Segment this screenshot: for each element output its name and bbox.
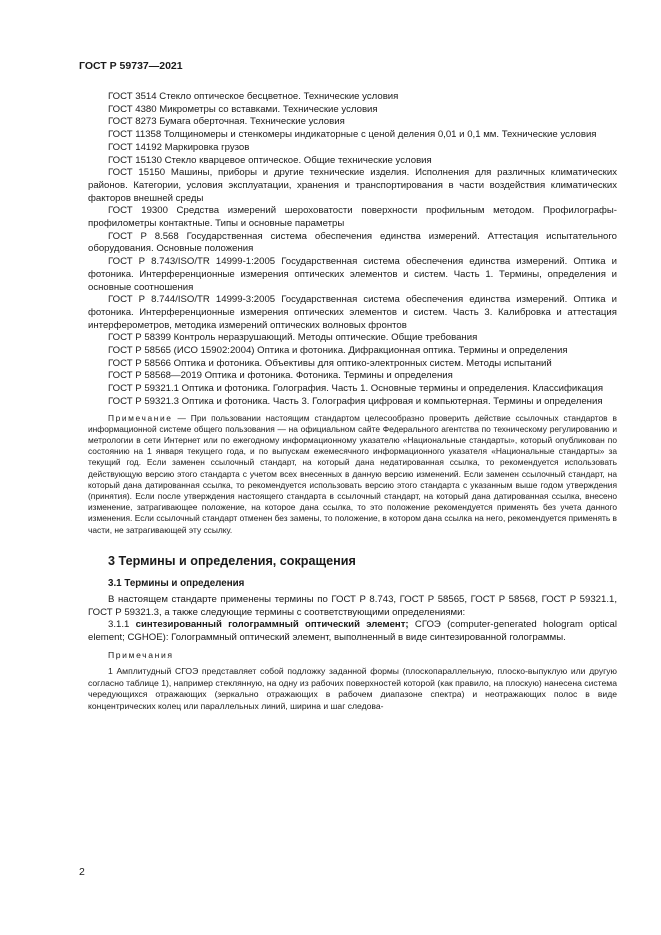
term-definition — [88, 619, 617, 644]
reference-item: ГОСТ Р 59321.3 Оптика и фотоника. Часть 3. Голография цифровая и компьютерная. Термины и определения — [108, 395, 603, 407]
reference-item: ГОСТ Р 58399 Контроль неразрушающий. Методы оптические. Общие требования — [108, 332, 478, 344]
term-name: синтезированный голограммный оптический элемент; — [135, 619, 409, 631]
reference-item: ГОСТ Р 8.744/ISO/TR 14999-3:2005 Государственная система обеспечения единства измерений. Оптика и фотоника. Интерференционные измерения оптических элементов и систем. Часть 3. Калибровка и аттестация интерферометров, методика измерений оптических волновых фронтов — [88, 294, 617, 331]
subsection-heading: 3.1 Термины и определения — [108, 577, 245, 589]
document-header: ГОСТ Р 59737—2021 — [79, 60, 183, 72]
page-content — [88, 91, 617, 713]
reference-item: ГОСТ 3514 Стекло оптическое бесцветное. Технические условия — [108, 91, 399, 102]
section-intro: В настоящем стандарте применены термины по ГОСТ Р 8.743, ГОСТ Р 58565, ГОСТ Р 58568, ГОСТ Р 59321.1, ГОСТ Р 59321.3, а также следующие термины с соответствующими определениями: — [88, 593, 617, 618]
reference-item: ГОСТ 14192 Маркировка грузов — [108, 141, 250, 153]
note-label: Примечание — [108, 412, 173, 423]
reference-item: ГОСТ Р 58568—2019 Оптика и фотоника. Фотоника. Термины и определения — [108, 370, 453, 382]
reference-item: ГОСТ 15130 Стекло кварцевое оптическое. Общие технические условия — [108, 154, 432, 166]
reference-item: ГОСТ Р 58566 Оптика и фотоника. Объективы для оптико-электронных систем. Методы испытаний — [108, 357, 552, 369]
reference-item: ГОСТ 11358 Толщиномеры и стенкомеры индикаторные с ценой деления 0,01 и 0,1 мм. Технические условия — [108, 129, 597, 141]
reference-item: ГОСТ Р 59321.1 Оптика и фотоника. Голография. Часть 1. Основные термины и определения. Классификация — [108, 383, 604, 395]
term-number: 3.1.1 — [108, 619, 130, 631]
notes-label: Примечания — [108, 649, 174, 660]
reference-item: ГОСТ 4380 Микрометры со вставками. Технические условия — [108, 103, 378, 115]
section-heading: 3 Термины и определения, сокращения — [108, 553, 356, 568]
term-def: СГОЭ (computer-generated hologram optical element; CGHOE): Голограммный оптический элемент, выполненный в виде синтезированной голограммы. — [88, 619, 617, 643]
reference-item: ГОСТ 19300 Средства измерений шероховатости поверхности профильным методом. Профилографы-профилометры контактные. Типы и основные параметры — [88, 205, 617, 230]
reference-item: ГОСТ Р 8.568 Государственная система обеспечения единства измерений. Аттестация испытательного оборудования. Основные положения — [88, 230, 617, 255]
reference-item: ГОСТ 8273 Бумага оберточная. Технические условия — [108, 116, 345, 128]
page-number: 2 — [79, 866, 85, 878]
reference-item: ГОСТ Р 8.743/ISO/TR 14999-1:2005 Государственная система обеспечения единства измерений. Оптика и фотоника. Интерференционные измерения оптических элементов и систем. Часть 1. Термины, определения и основные соотношения — [88, 256, 617, 293]
note-text: — При пользовании настоящим стандартом целесообразно проверить действие ссылочных стандартов в информационной системе общего пользования — на официальном сайте Федерального агентства по техническому регулированию и метрологии в сети Интернет или по ежегодному информационному указателю «Национальные стандарты», который опубликован по состоянию на 1 января текущего года, и по выпускам ежемесячного информационного указателя «Национальные стандарты» за текущий год. Если заменен ссылочный стандарт, на который дана недатированная ссылка, то рекомендуется использовать действующую версию этого стандарта с учетом всех внесенных в данную версию изменений. Если заменен ссылочный стандарт, на который дана датированная ссылка, то рекомендуется использовать версию этого стандарта с указанным выше годом утверждения (принятия). Если после утверждения настоящего стандарта в ссылочный стандарт, на который дана датированная ссылка, внесено изменение, затрагивающее положение, на которое дана ссылка, то это положение рекомендуется применять без учета данного изменения. Если ссылочный стандарт отменен без замены, то положение, в котором дана ссылка на него, рекомендуется применять в части, не затрагивающей эту ссылку. — [88, 412, 617, 535]
note-1: 1 Амплитудный СГОЭ представляет собой подложку заданной формы (плоскопараллельную, плоско-выпуклую или другую согласно таблице 1), например стеклянную, на одну из рабочих поверхностей которой (как правило, на плоскую) нанесена система чередующихся отражающих (зеркально отражающих в рабочем диапазоне спектра) и неотражающих полос в виде концентрических колец или параллельных линий, ширина и шаг следова- — [88, 666, 617, 711]
reference-item: ГОСТ Р 58565 (ИСО 15902:2004) Оптика и фотоника. Дифракционная оптика. Термины и определения — [108, 345, 568, 357]
reference-item: ГОСТ 15150 Машины, приборы и другие технические изделия. Исполнения для различных климатических районов. Категории, условия эксплуатации, хранения и транспортирования в части воздействия климатических факторов внешней среды — [88, 167, 617, 204]
references-note — [88, 413, 617, 536]
references-list — [88, 91, 617, 409]
